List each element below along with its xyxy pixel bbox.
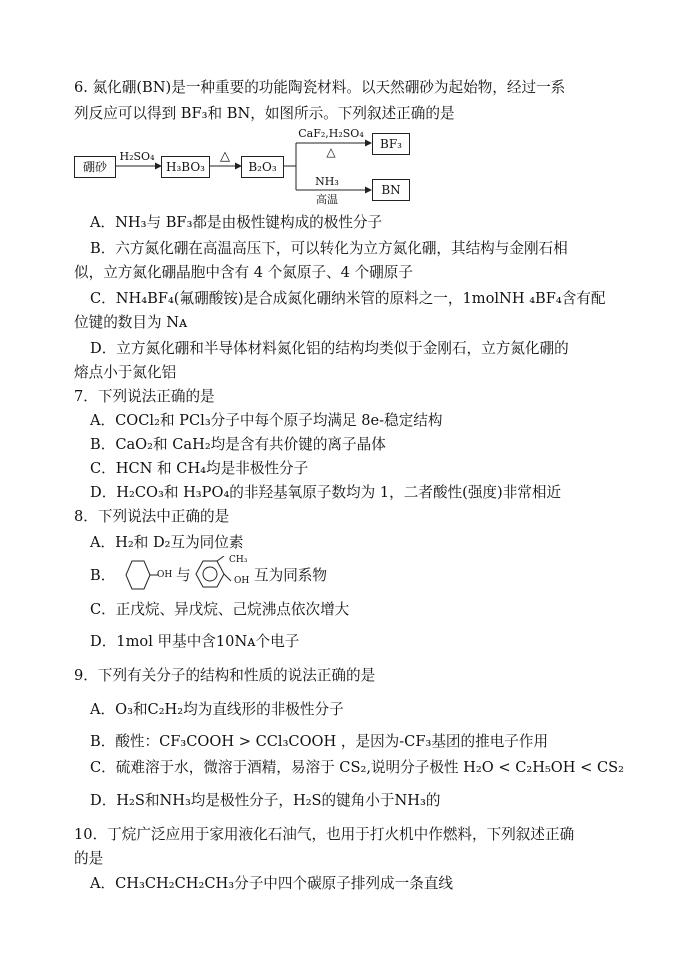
q8-option-c: C．正戊烷、异戊烷、己烷沸点依次增大 xyxy=(90,601,350,618)
q6-option-b-line2: 似，立方氮化硼晶胞中含有 4 个氮原子、4 个硼原子 xyxy=(74,264,413,281)
b2o3-box: B₂O₃ xyxy=(241,156,284,178)
q6-option-b-line1: B．六方氮化硼在高温高压下，可以转化为立方氮化硼，其结构与金刚石相 xyxy=(90,240,568,257)
heat-top-label: △ xyxy=(326,145,336,159)
q8-stem: 8．下列说法中正确的是 xyxy=(74,508,230,525)
q10-option-a: A．CH₃CH₂CH₂CH₃分子中四个碳原子排列成一条直线 xyxy=(90,875,454,892)
borax-box: 硼砂 xyxy=(74,156,116,178)
q6-option-c-line2: 位键的数目为 Nᴀ xyxy=(74,314,188,331)
h2so4-label: H₂SO₄ xyxy=(119,150,155,163)
q9-option-c: C．硫难溶于水，微溶于酒精，易溶于 CS₂,说明分子极性 H₂O < C₂H₅OH < CS₂ xyxy=(90,759,625,776)
phenol-oh-label: OH xyxy=(157,570,173,580)
caf2-reagent-label: CaF₂,H₂SO₄ xyxy=(298,127,364,140)
high-temp-label: 高温 xyxy=(316,193,338,206)
q8-option-b-suffix: 互为同系物 xyxy=(254,567,327,584)
q7-stem: 7．下列说法正确的是 xyxy=(74,388,215,405)
q6-option-d-line2: 熔点小于氮化铝 xyxy=(74,364,177,381)
q8-option-b-prefix: B． xyxy=(90,567,116,584)
methylphenol-oh-label: OH xyxy=(234,576,250,586)
q7-option-d: D．H₂CO₃和 H₃PO₄的非羟基氧原子数均为 1，二者酸性(强度)非常相近 xyxy=(90,484,562,501)
q8-option-b-with: 与 xyxy=(176,567,191,584)
nh3-label: NH₃ xyxy=(315,175,339,188)
q10-stem-line1: 10．丁烷广泛应用于家用液化石油气，也用于打火机中作燃料，下列叙述正确 xyxy=(74,826,575,843)
q8-option-d: D．1mol 甲基中含10Nᴀ个电子 xyxy=(90,633,300,650)
q6-option-d-line1: D．立方氮化硼和半导体材料氮化铝的结构均类似于金刚石，立方氮化硼的 xyxy=(90,340,569,357)
bn-box: BN xyxy=(372,179,410,201)
q7-option-c: C．HCN 和 CH₄均是非极性分子 xyxy=(90,460,309,477)
bf3-box: BF₃ xyxy=(372,133,410,155)
q6-stem-line2: 列反应可以得到 BF₃和 BN，如图所示。下列叙述正确的是 xyxy=(74,105,455,122)
q9-stem: 9．下列有关分子的结构和性质的说法正确的是 xyxy=(74,667,376,684)
q8-option-a: A．H₂和 D₂互为同位素 xyxy=(90,534,244,551)
q10-stem-line2: 的是 xyxy=(74,850,104,867)
q7-option-b: B．CaO₂和 CaH₂均是含有共价键的离子晶体 xyxy=(90,436,386,453)
q6-option-a: A．NH₃与 BF₃都是由极性键构成的极性分子 xyxy=(90,214,383,231)
h3bo3-box: H₃BO₃ xyxy=(161,156,210,178)
heat-label: △ xyxy=(220,149,230,164)
q6-option-c-line1: C．NH₄BF₄(氟硼酸铵)是合成氮化硼纳米管的原料之一，1molNH ₄BF₄含有配 xyxy=(90,290,606,307)
q9-option-a: A．O₃和C₂H₂均为直线形的非极性分子 xyxy=(90,701,344,718)
methyl-ch3-label: CH₃ xyxy=(229,555,248,565)
q9-option-b: B．酸性：CF₃COOH > CCl₃COOH ，是因为-CF₃基团的推电子作用 xyxy=(90,733,549,750)
q7-option-a: A．COCl₂和 PCl₃分子中每个原子均满足 8e-稳定结构 xyxy=(90,412,443,429)
q9-option-d: D．H₂S和NH₃均是极性分子，H₂S的键角小于NH₃的 xyxy=(90,792,441,809)
q6-stem-line1: 6. 氮化硼(BN)是一种重要的功能陶瓷材料。以天然硼砂为起始物，经过一系 xyxy=(74,79,566,96)
